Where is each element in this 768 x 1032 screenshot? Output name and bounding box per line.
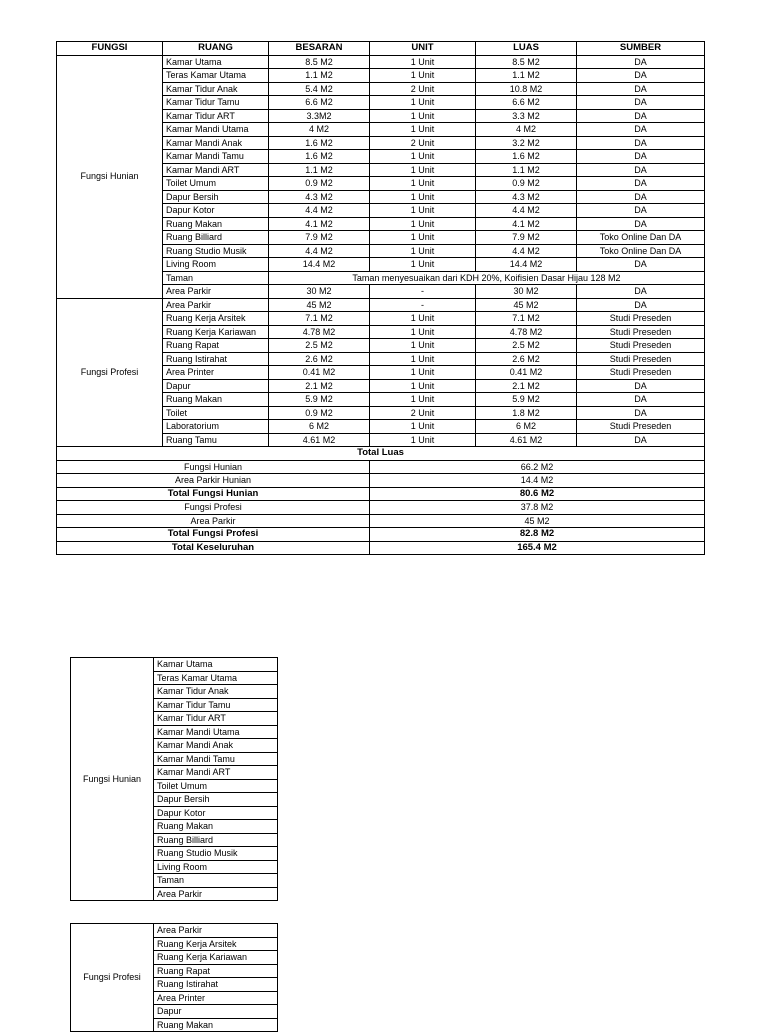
totals-value: 14.4 M2 xyxy=(370,474,705,488)
cell-besaran: 4.4 M2 xyxy=(269,244,370,258)
table-row xyxy=(57,55,705,69)
list-item-label: Kamar Mandi Anak xyxy=(154,739,278,753)
cell-unit: 1 Unit xyxy=(370,123,476,137)
cell-ruang: Laboratorium xyxy=(163,420,269,434)
list-group-label-hunian: Fungsi Hunian xyxy=(71,658,154,901)
cell-besaran: 2.6 M2 xyxy=(269,352,370,366)
cell-unit: 1 Unit xyxy=(370,393,476,407)
cell-luas: 1.8 M2 xyxy=(476,406,577,420)
cell-unit: 1 Unit xyxy=(370,204,476,218)
cell-ruang: Ruang Makan xyxy=(163,217,269,231)
totals-row xyxy=(57,460,705,474)
list-item-label: Kamar Tidur ART xyxy=(154,712,278,726)
room-list-hunian xyxy=(70,657,278,901)
totals-label: Area Parkir xyxy=(57,514,370,528)
cell-sumber: Studi Preseden xyxy=(577,339,705,353)
cell-ruang: Kamar Tidur Tamu xyxy=(163,96,269,110)
totals-label: Total Fungsi Profesi xyxy=(57,528,370,542)
cell-besaran: 0.41 M2 xyxy=(269,366,370,380)
cell-luas: 2.1 M2 xyxy=(476,379,577,393)
header-fungsi: FUNGSI xyxy=(57,42,163,56)
cell-sumber: DA xyxy=(577,150,705,164)
totals-row xyxy=(57,501,705,515)
list-item-label: Area Printer xyxy=(154,991,278,1005)
cell-luas: 0.41 M2 xyxy=(476,366,577,380)
cell-besaran: 1.1 M2 xyxy=(269,163,370,177)
cell-luas: 1.1 M2 xyxy=(476,69,577,83)
cell-luas: 1.6 M2 xyxy=(476,150,577,164)
cell-besaran: 5.4 M2 xyxy=(269,82,370,96)
cell-ruang: Teras Kamar Utama xyxy=(163,69,269,83)
cell-ruang: Dapur xyxy=(163,379,269,393)
cell-luas: 0.9 M2 xyxy=(476,177,577,191)
cell-besaran: 2.1 M2 xyxy=(269,379,370,393)
list-item-label: Ruang Studio Musik xyxy=(154,847,278,861)
cell-luas: 14.4 M2 xyxy=(476,258,577,272)
group-label-profesi: Fungsi Profesi xyxy=(57,298,163,447)
room-list-profesi xyxy=(70,923,278,1032)
cell-besaran: 0.9 M2 xyxy=(269,177,370,191)
cell-unit: 1 Unit xyxy=(370,177,476,191)
cell-sumber: Toko Online Dan DA xyxy=(577,231,705,245)
cell-ruang: Taman xyxy=(163,271,269,285)
cell-sumber: DA xyxy=(577,298,705,312)
cell-unit: 1 Unit xyxy=(370,339,476,353)
list-item-label: Kamar Mandi Tamu xyxy=(154,752,278,766)
cell-luas: 5.9 M2 xyxy=(476,393,577,407)
cell-ruang: Living Room xyxy=(163,258,269,272)
cell-ruang: Toilet xyxy=(163,406,269,420)
list-item-label: Kamar Mandi Utama xyxy=(154,725,278,739)
cell-luas: 30 M2 xyxy=(476,285,577,299)
cell-ruang: Ruang Istirahat xyxy=(163,352,269,366)
cell-luas: 2.6 M2 xyxy=(476,352,577,366)
cell-ruang: Dapur Bersih xyxy=(163,190,269,204)
cell-ruang: Kamar Mandi Utama xyxy=(163,123,269,137)
cell-sumber: DA xyxy=(577,123,705,137)
totals-value: 82.8 M2 xyxy=(370,528,705,542)
list-item-label: Kamar Tidur Tamu xyxy=(154,698,278,712)
cell-besaran: 2.5 M2 xyxy=(269,339,370,353)
header-ruang: RUANG xyxy=(163,42,269,56)
cell-besaran: 7.1 M2 xyxy=(269,312,370,326)
cell-ruang: Ruang Billiard xyxy=(163,231,269,245)
cell-besaran: 4.61 M2 xyxy=(269,433,370,447)
list-item-label: Ruang Kerja Arsitek xyxy=(154,937,278,951)
cell-ruang: Kamar Mandi ART xyxy=(163,163,269,177)
cell-sumber: DA xyxy=(577,217,705,231)
cell-sumber: Studi Preseden xyxy=(577,325,705,339)
totals-title-row xyxy=(57,447,705,461)
list-item-label: Dapur Kotor xyxy=(154,806,278,820)
cell-unit: 1 Unit xyxy=(370,366,476,380)
cell-unit: 1 Unit xyxy=(370,217,476,231)
cell-unit: 1 Unit xyxy=(370,352,476,366)
cell-besaran: 6 M2 xyxy=(269,420,370,434)
cell-sumber: DA xyxy=(577,433,705,447)
cell-luas: 10.8 M2 xyxy=(476,82,577,96)
list-item-label: Kamar Mandi ART xyxy=(154,766,278,780)
totals-label: Fungsi Hunian xyxy=(57,460,370,474)
cell-unit: 1 Unit xyxy=(370,163,476,177)
cell-luas: 4.1 M2 xyxy=(476,217,577,231)
totals-value: 80.6 M2 xyxy=(370,487,705,501)
cell-ruang: Ruang Studio Musik xyxy=(163,244,269,258)
cell-besaran: 30 M2 xyxy=(269,285,370,299)
cell-sumber: DA xyxy=(577,190,705,204)
totals-row xyxy=(57,474,705,488)
cell-unit: - xyxy=(370,285,476,299)
header-luas: LUAS xyxy=(476,42,577,56)
list-item-label: Dapur xyxy=(154,1005,278,1019)
totals-value: 45 M2 xyxy=(370,514,705,528)
cell-besaran: 0.9 M2 xyxy=(269,406,370,420)
list-item-label: Ruang Kerja Kariawan xyxy=(154,951,278,965)
cell-ruang: Area Parkir xyxy=(163,298,269,312)
cell-besaran: 7.9 M2 xyxy=(269,231,370,245)
list-item-label: Area Parkir xyxy=(154,924,278,938)
cell-sumber: DA xyxy=(577,55,705,69)
cell-luas: 6 M2 xyxy=(476,420,577,434)
cell-unit: 2 Unit xyxy=(370,82,476,96)
cell-ruang: Kamar Mandi Anak xyxy=(163,136,269,150)
cell-ruang: Kamar Tidur ART xyxy=(163,109,269,123)
cell-luas: 3.3 M2 xyxy=(476,109,577,123)
cell-luas: 7.1 M2 xyxy=(476,312,577,326)
cell-sumber: Studi Preseden xyxy=(577,312,705,326)
cell-sumber: DA xyxy=(577,82,705,96)
cell-sumber: Studi Preseden xyxy=(577,366,705,380)
cell-sumber: DA xyxy=(577,204,705,218)
cell-unit: 1 Unit xyxy=(370,244,476,258)
cell-luas: 2.5 M2 xyxy=(476,339,577,353)
cell-unit: 1 Unit xyxy=(370,96,476,110)
cell-sumber: DA xyxy=(577,258,705,272)
list-item-label: Living Room xyxy=(154,860,278,874)
cell-luas: 6.6 M2 xyxy=(476,96,577,110)
cell-luas: 45 M2 xyxy=(476,298,577,312)
list-item-label: Kamar Utama xyxy=(154,658,278,672)
table-row xyxy=(57,298,705,312)
cell-sumber: DA xyxy=(577,96,705,110)
cell-besaran: 5.9 M2 xyxy=(269,393,370,407)
cell-luas: 1.1 M2 xyxy=(476,163,577,177)
totals-row xyxy=(57,514,705,528)
list-item xyxy=(71,924,278,938)
cell-sumber: DA xyxy=(577,393,705,407)
group-label-hunian: Fungsi Hunian xyxy=(57,55,163,298)
cell-ruang: Dapur Kotor xyxy=(163,204,269,218)
cell-besaran: 4.78 M2 xyxy=(269,325,370,339)
cell-ruang: Ruang Kerja Kariawan xyxy=(163,325,269,339)
cell-sumber: DA xyxy=(577,163,705,177)
list-item xyxy=(71,658,278,672)
cell-besaran: 4.4 M2 xyxy=(269,204,370,218)
cell-ruang: Kamar Utama xyxy=(163,55,269,69)
cell-unit: 1 Unit xyxy=(370,55,476,69)
cell-besaran: 4.3 M2 xyxy=(269,190,370,204)
cell-sumber: Studi Preseden xyxy=(577,420,705,434)
cell-ruang: Ruang Makan xyxy=(163,393,269,407)
totals-value: 37.8 M2 xyxy=(370,501,705,515)
cell-besaran: 1.6 M2 xyxy=(269,150,370,164)
cell-besaran: 6.6 M2 xyxy=(269,96,370,110)
totals-row xyxy=(57,528,705,542)
totals-value: 66.2 M2 xyxy=(370,460,705,474)
cell-unit: 1 Unit xyxy=(370,69,476,83)
list-item-label: Ruang Istirahat xyxy=(154,978,278,992)
cell-luas: 4.3 M2 xyxy=(476,190,577,204)
cell-unit: 1 Unit xyxy=(370,150,476,164)
totals-label: Total Fungsi Hunian xyxy=(57,487,370,501)
cell-besaran: 4.1 M2 xyxy=(269,217,370,231)
list-group-label-profesi: Fungsi Profesi xyxy=(71,924,154,1032)
cell-unit: 1 Unit xyxy=(370,325,476,339)
cell-unit: 1 Unit xyxy=(370,109,476,123)
cell-unit: 2 Unit xyxy=(370,406,476,420)
space-program-table xyxy=(56,41,705,555)
cell-besaran: 45 M2 xyxy=(269,298,370,312)
cell-unit: 1 Unit xyxy=(370,420,476,434)
totals-row xyxy=(57,487,705,501)
cell-unit: 1 Unit xyxy=(370,231,476,245)
cell-besaran: 4 M2 xyxy=(269,123,370,137)
table-body xyxy=(57,55,705,555)
cell-ruang: Toilet Umum xyxy=(163,177,269,191)
list-item-label: Toilet Umum xyxy=(154,779,278,793)
cell-unit: 2 Unit xyxy=(370,136,476,150)
cell-sumber: DA xyxy=(577,136,705,150)
cell-ruang: Kamar Tidur Anak xyxy=(163,82,269,96)
cell-luas: 7.9 M2 xyxy=(476,231,577,245)
cell-sumber: DA xyxy=(577,285,705,299)
cell-ruang: Kamar Mandi Tamu xyxy=(163,150,269,164)
list-item-label: Ruang Makan xyxy=(154,820,278,834)
cell-luas: 8.5 M2 xyxy=(476,55,577,69)
cell-besaran: 1.6 M2 xyxy=(269,136,370,150)
header-besaran: BESARAN xyxy=(269,42,370,56)
cell-unit: 1 Unit xyxy=(370,433,476,447)
cell-sumber: DA xyxy=(577,69,705,83)
cell-besaran: 3.3M2 xyxy=(269,109,370,123)
cell-ruang: Area Printer xyxy=(163,366,269,380)
cell-luas: 4.61 M2 xyxy=(476,433,577,447)
cell-luas: 4.4 M2 xyxy=(476,204,577,218)
totals-label: Area Parkir Hunian xyxy=(57,474,370,488)
cell-sumber: DA xyxy=(577,406,705,420)
totals-label: Total Keseluruhan xyxy=(57,541,370,555)
cell-luas: 3.2 M2 xyxy=(476,136,577,150)
cell-unit: 1 Unit xyxy=(370,258,476,272)
cell-sumber: Toko Online Dan DA xyxy=(577,244,705,258)
header-sumber: SUMBER xyxy=(577,42,705,56)
list-item-label: Taman xyxy=(154,874,278,888)
list-item-label: Area Parkir xyxy=(154,887,278,901)
cell-luas: 4.4 M2 xyxy=(476,244,577,258)
taman-note: Taman menyesuaikan dari KDH 20%, Koifisien Dasar Hijau 128 M2 xyxy=(269,271,705,285)
totals-label: Fungsi Profesi xyxy=(57,501,370,515)
cell-besaran: 1.1 M2 xyxy=(269,69,370,83)
cell-sumber: DA xyxy=(577,379,705,393)
list-item-label: Ruang Billiard xyxy=(154,833,278,847)
totals-value: 165.4 M2 xyxy=(370,541,705,555)
list-item-label: Ruang Makan xyxy=(154,1018,278,1032)
cell-ruang: Area Parkir xyxy=(163,285,269,299)
list-item-label: Kamar Tidur Anak xyxy=(154,685,278,699)
cell-unit: 1 Unit xyxy=(370,190,476,204)
totals-title: Total Luas xyxy=(57,447,705,461)
cell-unit: 1 Unit xyxy=(370,379,476,393)
cell-unit: 1 Unit xyxy=(370,312,476,326)
cell-sumber: Studi Preseden xyxy=(577,352,705,366)
cell-ruang: Ruang Kerja Arsitek xyxy=(163,312,269,326)
list-item-label: Dapur Bersih xyxy=(154,793,278,807)
cell-luas: 4.78 M2 xyxy=(476,325,577,339)
cell-ruang: Ruang Rapat xyxy=(163,339,269,353)
cell-ruang: Ruang Tamu xyxy=(163,433,269,447)
cell-unit: - xyxy=(370,298,476,312)
cell-sumber: DA xyxy=(577,109,705,123)
header-unit: UNIT xyxy=(370,42,476,56)
totals-row xyxy=(57,541,705,555)
table-header-row xyxy=(57,42,705,56)
cell-besaran: 14.4 M2 xyxy=(269,258,370,272)
list-item-label: Teras Kamar Utama xyxy=(154,671,278,685)
cell-besaran: 8.5 M2 xyxy=(269,55,370,69)
list-item-label: Ruang Rapat xyxy=(154,964,278,978)
cell-sumber: DA xyxy=(577,177,705,191)
cell-luas: 4 M2 xyxy=(476,123,577,137)
